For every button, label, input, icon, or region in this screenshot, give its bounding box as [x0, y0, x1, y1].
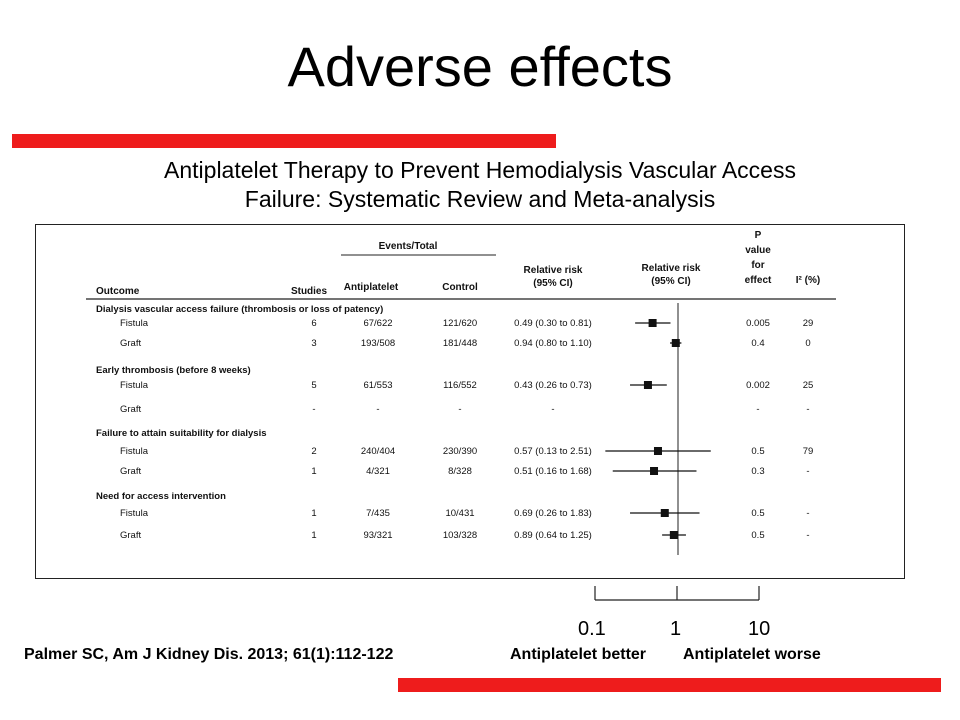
header-rr-plot-1: Relative risk: [641, 263, 701, 274]
row-control: -: [458, 404, 462, 415]
header-studies: Studies: [290, 286, 328, 297]
row-rr-text: 0.49 (0.30 to 0.81): [514, 318, 592, 329]
slide-subtitle: [0, 156, 960, 214]
tick-label-1: 1: [670, 618, 682, 640]
row-antiplatelet: 193/508: [360, 338, 396, 349]
row-i2: 0: [805, 338, 811, 349]
point-estimate-marker: [654, 447, 662, 455]
point-estimate-marker: [670, 531, 678, 539]
row-p-value: 0.5: [751, 508, 765, 519]
row-antiplatelet: 61/553: [363, 380, 393, 391]
header-p-1: P: [754, 230, 762, 241]
row-studies: 3: [311, 338, 317, 349]
header-p-4: effect: [744, 275, 772, 286]
citation: Palmer SC, Am J Kidney Dis. 2013; 61(1):112-122: [24, 646, 394, 663]
row-antiplatelet: 67/622: [363, 318, 393, 329]
row-p-value: 0.4: [751, 338, 765, 349]
subtitle-line-2: Failure: Systematic Review and Meta-analysis: [244, 186, 716, 212]
row-studies: 1: [311, 466, 317, 477]
top-accent-bar: [12, 134, 556, 148]
point-estimate-marker: [672, 339, 680, 347]
row-control: 10/431: [445, 508, 475, 519]
row-antiplatelet: 7/435: [366, 508, 390, 519]
row-rr-text: 0.43 (0.26 to 0.73): [514, 380, 592, 391]
row-outcome-label: Graft: [120, 530, 142, 541]
row-outcome-label: Fistula: [120, 380, 148, 391]
header-p-2: value: [745, 245, 771, 256]
row-antiplatelet: 4/321: [366, 466, 390, 477]
row-antiplatelet: 93/321: [363, 530, 393, 541]
section-title: Early thrombosis (before 8 weeks): [96, 365, 251, 376]
label-antiplatelet-worse: Antiplatelet worse: [683, 646, 821, 663]
row-outcome-label: Fistula: [120, 446, 148, 457]
row-p-value: 0.005: [746, 318, 770, 329]
row-i2: 29: [802, 318, 814, 329]
row-control: 181/448: [442, 338, 478, 349]
row-antiplatelet: -: [376, 404, 380, 415]
row-studies: 1: [311, 508, 317, 519]
row-studies: -: [312, 404, 316, 415]
row-rr-text: 0.51 (0.16 to 1.68): [514, 466, 592, 477]
point-estimate-marker: [644, 381, 652, 389]
forest-plot-svg: [36, 225, 904, 578]
label-antiplatelet-better: Antiplatelet better: [510, 646, 647, 663]
header-outcome: Outcome: [96, 286, 140, 297]
row-control: 121/620: [442, 318, 478, 329]
forest-axis: [560, 580, 780, 608]
row-studies: 2: [311, 446, 317, 457]
row-i2: -: [806, 530, 810, 541]
row-p-value: 0.3: [751, 466, 765, 477]
header-rr-plot-2: (95% CI): [651, 276, 691, 287]
row-i2: -: [806, 508, 810, 519]
header-control: Control: [442, 282, 478, 293]
section-title: Dialysis vascular access failure (thrombosis or loss of patency): [96, 304, 384, 315]
row-rr-text: 0.89 (0.64 to 1.25): [514, 530, 592, 541]
header-rr-text-1: Relative risk: [523, 265, 583, 276]
row-p-value: 0.5: [751, 530, 765, 541]
row-outcome-label: Graft: [120, 404, 142, 415]
row-outcome-label: Fistula: [120, 318, 148, 329]
slide-title: Adverse effects: [287, 35, 673, 98]
row-p-value: 0.5: [751, 446, 765, 457]
row-control: 230/390: [442, 446, 478, 457]
row-studies: 5: [311, 380, 317, 391]
subtitle-line-1: Antiplatelet Therapy to Prevent Hemodialysis Vascular Access: [164, 157, 796, 183]
row-i2: -: [806, 404, 810, 415]
point-estimate-marker: [650, 467, 658, 475]
header-i2: I² (%): [795, 275, 821, 286]
row-i2: -: [806, 466, 810, 477]
row-rr-text: 0.57 (0.13 to 2.51): [514, 446, 592, 457]
row-control: 8/328: [448, 466, 472, 477]
row-outcome-label: Fistula: [120, 508, 148, 519]
tick-label-10: 10: [748, 618, 771, 640]
section-title: Failure to attain suitability for dialysis: [96, 428, 267, 439]
header-rr-text-2: (95% CI): [533, 278, 573, 289]
header-antiplatelet: Antiplatelet: [343, 282, 399, 293]
point-estimate-marker: [661, 509, 669, 517]
row-studies: 6: [311, 318, 317, 329]
bottom-accent-bar: [398, 678, 941, 692]
row-i2: 79: [802, 446, 814, 457]
row-p-value: 0.002: [746, 380, 770, 391]
row-i2: 25: [802, 380, 814, 391]
section-title: Need for access intervention: [96, 491, 226, 502]
point-estimate-marker: [649, 319, 657, 327]
header-events-total: Events/Total: [378, 241, 438, 252]
row-control: 103/328: [442, 530, 478, 541]
forest-plot-figure: [35, 224, 905, 579]
header-p-3: for: [751, 260, 765, 271]
row-rr-text: 0.94 (0.80 to 1.10): [514, 338, 592, 349]
row-outcome-label: Graft: [120, 466, 142, 477]
row-antiplatelet: 240/404: [360, 446, 396, 457]
row-p-value: -: [756, 404, 760, 415]
row-rr-text: 0.69 (0.26 to 1.83): [514, 508, 592, 519]
row-control: 116/552: [443, 380, 477, 391]
tick-label-0.1: 0.1: [578, 618, 606, 640]
row-rr-text: -: [551, 404, 555, 415]
row-outcome-label: Graft: [120, 338, 142, 349]
row-studies: 1: [311, 530, 317, 541]
